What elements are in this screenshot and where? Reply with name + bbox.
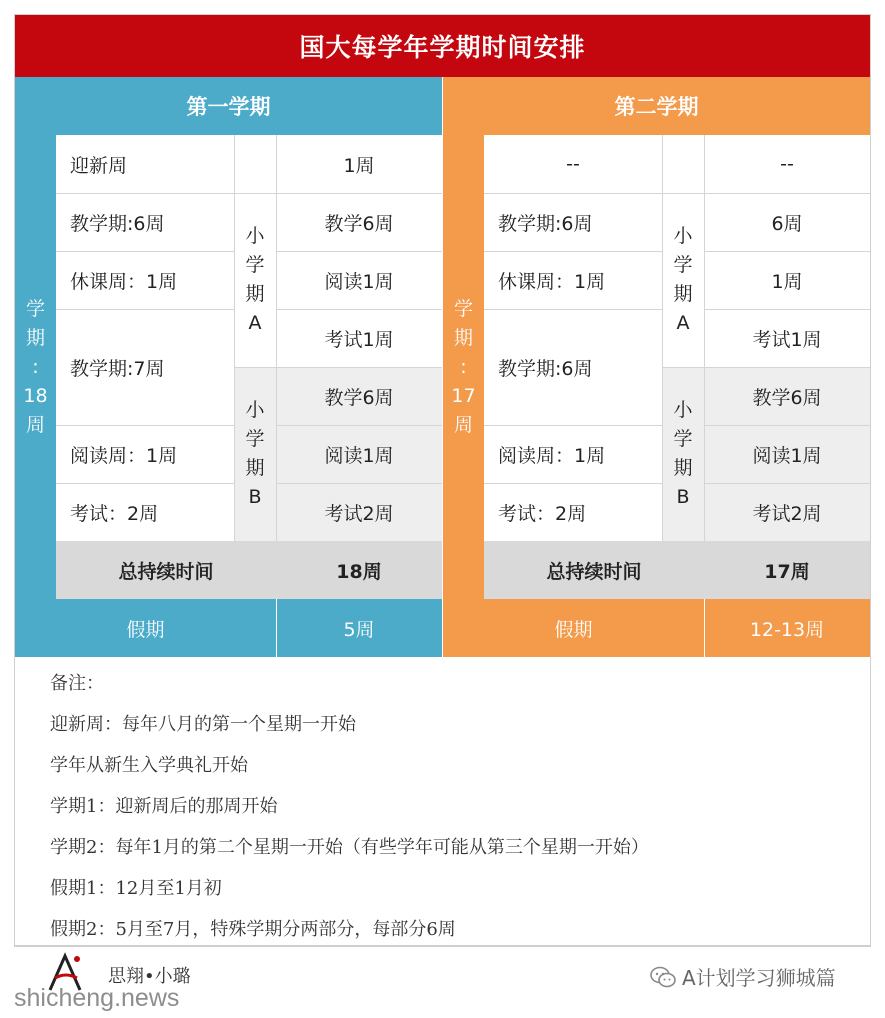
s1-empty-cell xyxy=(234,135,276,193)
grid-line xyxy=(484,251,662,252)
semester1-side-label xyxy=(15,135,56,599)
note-line: 假期1：12月至1月初 xyxy=(50,878,222,899)
semester1-side-char: : xyxy=(32,355,39,378)
semester2-side-char: 17 xyxy=(451,384,476,407)
grid-line xyxy=(56,251,234,252)
grid-line xyxy=(276,309,442,310)
s2-total-value: 17周 xyxy=(704,541,870,599)
term-b-char: 学 xyxy=(245,428,265,450)
s2-holiday-value: 12-13周 xyxy=(704,599,870,657)
s2-term-a-label xyxy=(662,193,704,367)
s1-term-b-label xyxy=(234,367,276,541)
s2-empty-cell xyxy=(662,135,704,193)
semester2-side-char: 周 xyxy=(453,413,473,436)
footer-divider xyxy=(14,946,871,947)
s1-term-a-label xyxy=(234,193,276,367)
s1-total-label: 总持续时间 xyxy=(56,541,276,599)
grid-line xyxy=(704,599,705,657)
term-a-char: 学 xyxy=(673,254,693,276)
grid-line xyxy=(704,251,870,252)
term-b-char: 小 xyxy=(245,399,265,421)
s1-row-label: 考试：2周 xyxy=(56,483,234,541)
s1-row-detail: 阅读1周 xyxy=(276,425,442,483)
s2-row-detail: 1周 xyxy=(704,251,870,309)
grid-line xyxy=(484,309,662,310)
s1-row-detail: 1周 xyxy=(276,135,442,193)
grid-line xyxy=(704,135,705,541)
grid-line xyxy=(484,425,662,426)
grid-line xyxy=(56,425,234,426)
notes-heading: 备注： xyxy=(50,673,104,694)
grid-line xyxy=(662,135,663,541)
grid-line xyxy=(704,309,870,310)
s2-row-detail: 考试1周 xyxy=(704,309,870,367)
note-line: 学期2：每年1月的第二个星期一开始（有些学年可能从第三个星期一开始） xyxy=(50,837,649,858)
s2-row-label: 考试：2周 xyxy=(484,483,662,541)
s2-total-label: 总持续时间 xyxy=(484,541,704,599)
s1-row-label: 迎新周 xyxy=(56,135,234,193)
s1-holiday-label: 假期 xyxy=(15,599,276,657)
term-a-char: A xyxy=(676,312,690,334)
site-watermark: shicheng.news xyxy=(14,984,180,1012)
s2-row-label: 休课周：1周 xyxy=(484,251,662,309)
grid-line xyxy=(56,483,234,484)
semester1-side-char: 期 xyxy=(25,326,45,349)
semester2-side-char: : xyxy=(460,355,467,378)
s2-row-detail: -- xyxy=(704,135,870,193)
term-b-char: 学 xyxy=(673,428,693,450)
s2-holiday-label: 假期 xyxy=(443,599,704,657)
s1-row-detail: 考试1周 xyxy=(276,309,442,367)
s1-row-detail: 考试2周 xyxy=(276,483,442,541)
grid-line xyxy=(704,483,870,484)
semester1-side-char: 学 xyxy=(25,297,45,320)
grid-line xyxy=(276,425,442,426)
grid-line xyxy=(234,135,235,541)
grid-line xyxy=(276,251,442,252)
s1-row-label: 教学期:6周 xyxy=(56,193,234,251)
semester2-side-label xyxy=(443,135,484,599)
term-a-char: 小 xyxy=(245,225,265,247)
page-title: 国大每学年学期时间安排 xyxy=(15,15,870,77)
wechat-icon xyxy=(650,966,676,988)
s1-row-detail: 阅读1周 xyxy=(276,251,442,309)
wechat-account-name: A计划学习狮城篇 xyxy=(682,966,836,990)
s1-row-label: 教学期:7周 xyxy=(56,309,234,425)
note-line: 学年从新生入学典礼开始 xyxy=(50,755,248,776)
term-b-char: 期 xyxy=(673,457,693,479)
s1-row-detail: 教学6周 xyxy=(276,193,442,251)
semester1-side-char: 周 xyxy=(25,413,45,436)
author-name: 思翔•小璐 xyxy=(108,966,191,987)
s2-row-label: -- xyxy=(484,135,662,193)
note-line: 迎新周：每年八月的第一个星期一开始 xyxy=(50,714,356,735)
notes-section xyxy=(50,672,649,959)
s2-row-label: 教学期:6周 xyxy=(484,309,662,425)
term-b-char: B xyxy=(248,486,262,508)
s2-row-detail: 6周 xyxy=(704,193,870,251)
note-line: 假期2：5月至7月，特殊学期分两部分，每部分6周 xyxy=(50,919,456,940)
s1-row-label: 休课周：1周 xyxy=(56,251,234,309)
grid-line xyxy=(56,309,234,310)
term-b-char: B xyxy=(676,486,690,508)
s2-row-detail: 阅读1周 xyxy=(704,425,870,483)
term-b-char: 期 xyxy=(245,457,265,479)
grid-line xyxy=(484,483,662,484)
semester1-header: 第一学期 xyxy=(15,77,442,135)
grid-line xyxy=(704,425,870,426)
s1-row-detail: 教学6周 xyxy=(276,367,442,425)
term-a-char: 期 xyxy=(673,283,693,305)
grid-line xyxy=(484,193,870,194)
grid-line xyxy=(276,483,442,484)
term-a-char: 学 xyxy=(245,254,265,276)
semester2-side-char: 学 xyxy=(453,297,473,320)
note-line: 学期1：迎新周后的那周开始 xyxy=(50,796,278,817)
wechat-account xyxy=(650,962,836,991)
grid-line xyxy=(276,135,277,541)
term-a-char: 期 xyxy=(245,283,265,305)
term-a-char: 小 xyxy=(673,225,693,247)
s2-row-label: 教学期:6周 xyxy=(484,193,662,251)
s2-term-b-label xyxy=(662,367,704,541)
grid-line xyxy=(276,599,277,657)
grid-line xyxy=(234,367,442,368)
semester2-side-char: 期 xyxy=(453,326,473,349)
semester2-header: 第二学期 xyxy=(443,77,870,135)
s2-row-label: 阅读周：1周 xyxy=(484,425,662,483)
semester1-side-char: 18 xyxy=(23,384,48,407)
s2-row-detail: 考试2周 xyxy=(704,483,870,541)
grid-line xyxy=(662,367,870,368)
s1-holiday-value: 5周 xyxy=(276,599,442,657)
s2-row-detail: 教学6周 xyxy=(704,367,870,425)
term-b-char: 小 xyxy=(673,399,693,421)
term-a-char: A xyxy=(248,312,262,334)
grid-line xyxy=(56,193,442,194)
s1-row-label: 阅读周：1周 xyxy=(56,425,234,483)
s1-total-value: 18周 xyxy=(276,541,442,599)
